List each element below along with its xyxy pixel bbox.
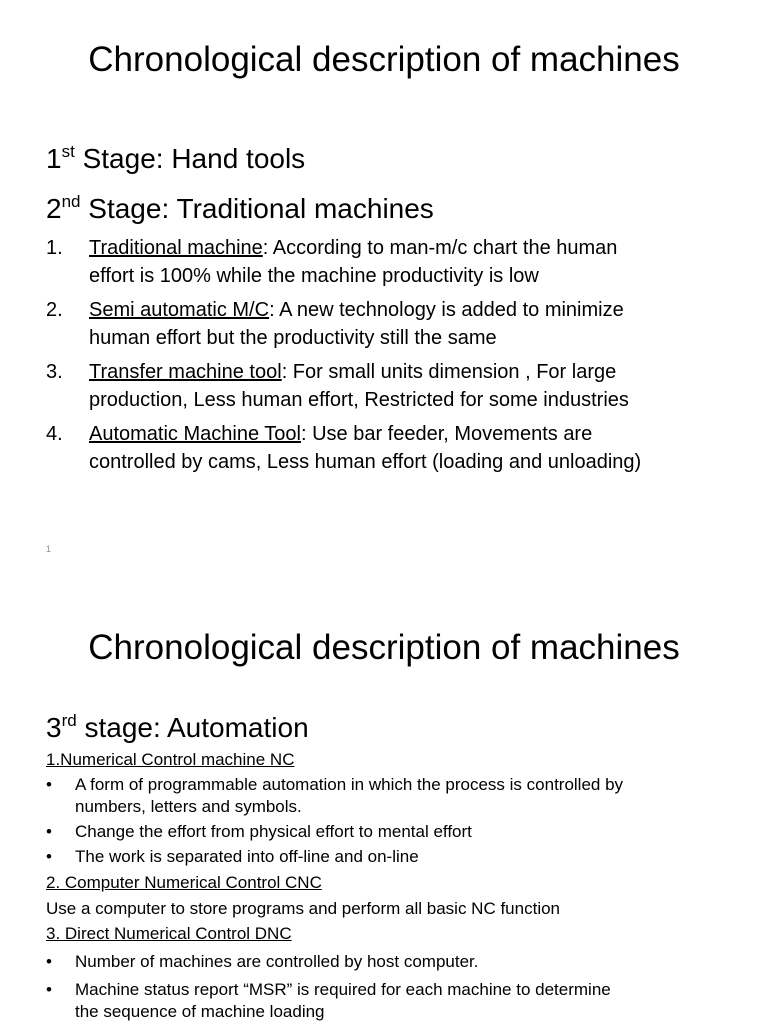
bullet-item: Machine status report “MSR” is required for each machine to determine	[75, 980, 611, 999]
list-item-term: Transfer machine tool	[89, 361, 282, 383]
bullet-icon: •	[46, 847, 52, 866]
list-item-number: 2.	[46, 299, 63, 321]
list-item-number: 1.	[46, 237, 63, 259]
stage-3-heading: 3rd stage: Automation	[46, 711, 309, 743]
bullet-icon: •	[46, 952, 52, 971]
bullet-item: Change the effort from physical effort to mental effort	[75, 822, 472, 841]
bullet-icon: •	[46, 775, 52, 794]
list-item-number: 3.	[46, 361, 63, 383]
list-item: Traditional machine: According to man-m/c chart the human	[89, 237, 618, 259]
bullet-item: The work is separated into off-line and on-line	[75, 847, 419, 866]
slide-title: Chronological description of machines	[88, 628, 680, 667]
nc-heading: 1.Numerical Control machine NC	[46, 750, 295, 769]
slide-title: Chronological description of machines	[88, 40, 680, 79]
list-item-continuation: human effort but the productivity still the same	[89, 327, 497, 349]
list-item: Automatic Machine Tool: Use bar feeder, Movements are	[89, 423, 593, 445]
bullet-item-continuation: the sequence of machine loading	[75, 1002, 325, 1021]
stage-1-heading: 1st Stage: Hand tools	[46, 142, 306, 174]
list-item-term: Traditional machine	[89, 237, 263, 259]
page-number: 1	[46, 544, 52, 554]
list-item: Semi automatic M/C: A new technology is added to minimize	[89, 299, 624, 321]
bullet-icon: •	[46, 980, 52, 999]
list-item-continuation: controlled by cams, Less human effort (loading and unloading)	[89, 451, 642, 473]
list-item-term: Semi automatic M/C	[89, 299, 270, 321]
list-item: Transfer machine tool: For small units dimension , For large	[89, 361, 617, 383]
bullet-item: Number of machines are controlled by host computer.	[75, 952, 479, 971]
list-item-continuation: effort is 100% while the machine productivity is low	[89, 265, 539, 287]
cnc-description: Use a computer to store programs and perform all basic NC function	[46, 899, 561, 918]
list-item-continuation: production, Less human effort, Restricted for some industries	[89, 389, 629, 411]
slide-2	[0, 576, 768, 1024]
cnc-heading: 2. Computer Numerical Control CNC	[46, 873, 322, 892]
bullet-item-continuation: numbers, letters and symbols.	[75, 797, 302, 816]
list-item-term: Automatic Machine Tool	[89, 423, 301, 445]
bullet-item: A form of programmable automation in which the process is controlled by	[75, 775, 624, 794]
bullet-icon: •	[46, 822, 52, 841]
list-item-number: 4.	[46, 423, 63, 445]
dnc-heading: 3. Direct Numerical Control DNC	[46, 924, 292, 943]
stage-2-heading: 2nd Stage: Traditional machines	[46, 192, 434, 224]
